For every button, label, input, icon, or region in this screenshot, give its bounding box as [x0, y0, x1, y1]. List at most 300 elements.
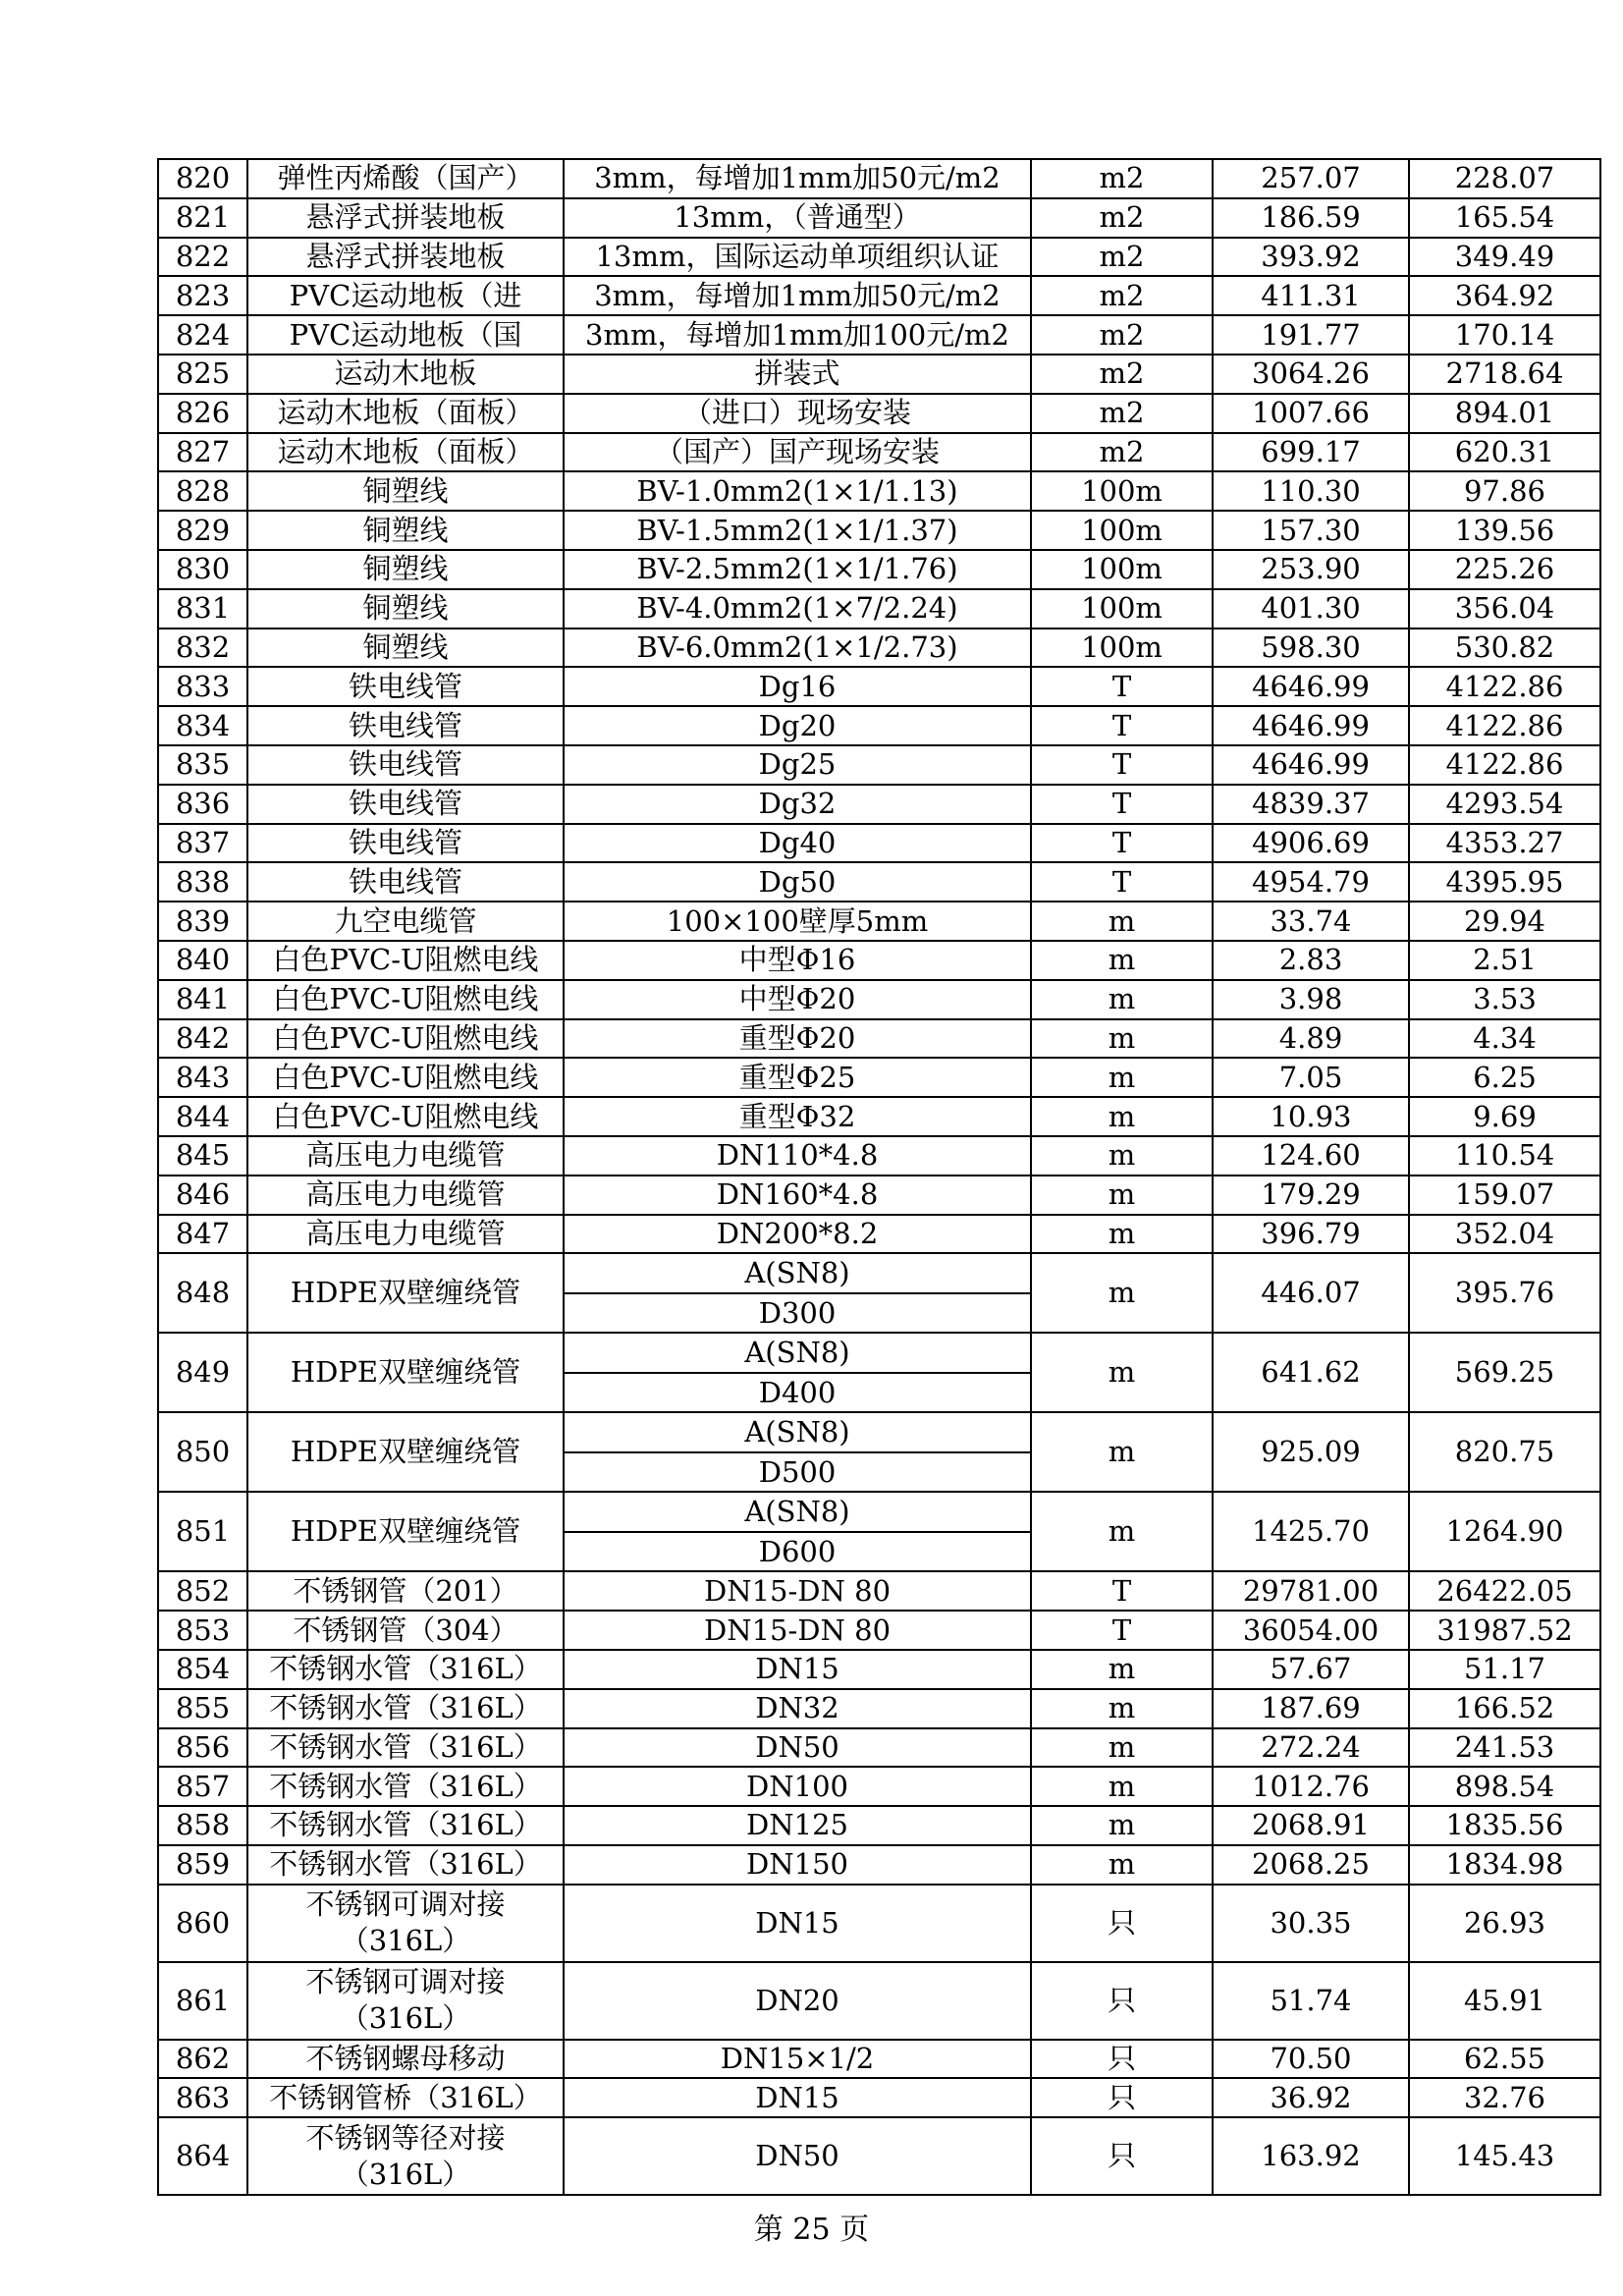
item-price-1: 57.67: [1213, 1650, 1409, 1689]
item-price-2: 349.49: [1409, 238, 1600, 277]
item-spec: 3mm，每增加1mm加50元/m2: [564, 159, 1031, 198]
item-name: 铁电线管: [247, 824, 564, 863]
item-number: 856: [158, 1728, 247, 1768]
item-price-2: 4395.95: [1409, 862, 1600, 902]
item-number: 821: [158, 198, 247, 238]
table-row: [158, 1136, 1600, 1175]
item-name: 铁电线管: [247, 862, 564, 902]
item-unit: m: [1031, 1058, 1213, 1097]
item-unit: 只: [1031, 1962, 1213, 2040]
item-price-2: 45.91: [1409, 1962, 1600, 2040]
item-price-1: 3064.26: [1213, 355, 1409, 394]
item-price-2: 159.07: [1409, 1175, 1600, 1215]
item-price-2: 26422.05: [1409, 1571, 1600, 1611]
item-price-2: 166.52: [1409, 1689, 1600, 1728]
item-price-1: 4839.37: [1213, 785, 1409, 824]
item-name: 不锈钢管（201）: [247, 1571, 564, 1611]
item-name: 白色PVC-U阻燃电线: [247, 980, 564, 1019]
item-price-1: 925.09: [1213, 1412, 1409, 1492]
item-price-1: 4906.69: [1213, 824, 1409, 863]
item-unit: m2: [1031, 394, 1213, 433]
item-unit: m: [1031, 1019, 1213, 1059]
item-name: 白色PVC-U阻燃电线: [247, 1058, 564, 1097]
item-name: 白色PVC-U阻燃电线: [247, 1019, 564, 1059]
table-row: [158, 1845, 1600, 1885]
item-name: 不锈钢可调对接（316L）: [247, 1962, 564, 2040]
item-spec: [564, 1253, 1031, 1333]
item-spec: DN200*8.2: [564, 1215, 1031, 1254]
item-number: 858: [158, 1806, 247, 1845]
item-unit: m2: [1031, 159, 1213, 198]
item-unit: m: [1031, 1650, 1213, 1689]
table-row: [158, 1058, 1600, 1097]
table-row: [158, 355, 1600, 394]
item-unit: T: [1031, 745, 1213, 785]
item-number: 857: [158, 1767, 247, 1806]
item-price-1: 4954.79: [1213, 862, 1409, 902]
item-name: 运动木地板: [247, 355, 564, 394]
table-row: [158, 159, 1600, 198]
item-number: 844: [158, 1097, 247, 1136]
item-number: 842: [158, 1019, 247, 1059]
item-spec: DN15: [564, 1650, 1031, 1689]
item-number: 861: [158, 1962, 247, 2040]
item-price-2: 364.92: [1409, 276, 1600, 315]
table-row: [158, 824, 1600, 863]
item-unit: m: [1031, 1175, 1213, 1215]
item-price-2: 32.76: [1409, 2078, 1600, 2117]
item-spec: 重型Φ32: [564, 1097, 1031, 1136]
item-price-2: 29.94: [1409, 902, 1600, 941]
item-spec: DN50: [564, 1728, 1031, 1768]
item-spec: 13mm，国际运动单项组织认证: [564, 238, 1031, 277]
item-unit: T: [1031, 1571, 1213, 1611]
item-unit: 100m: [1031, 511, 1213, 550]
item-number: 859: [158, 1845, 247, 1885]
item-price-2: 225.26: [1409, 550, 1600, 589]
item-spec: BV-2.5mm2(1×1/1.76): [564, 550, 1031, 589]
item-spec: Dg50: [564, 862, 1031, 902]
table-row: [158, 1611, 1600, 1650]
item-price-2: 145.43: [1409, 2117, 1600, 2195]
item-price-1: 2068.25: [1213, 1845, 1409, 1885]
item-spec: BV-4.0mm2(1×7/2.24): [564, 589, 1031, 629]
item-price-2: 51.17: [1409, 1650, 1600, 1689]
item-price-1: 253.90: [1213, 550, 1409, 589]
item-name: 高压电力电缆管: [247, 1136, 564, 1175]
item-price-2: 1835.56: [1409, 1806, 1600, 1845]
item-number: 854: [158, 1650, 247, 1689]
item-price-1: 4646.99: [1213, 667, 1409, 706]
item-number: 827: [158, 433, 247, 472]
item-price-2: 530.82: [1409, 629, 1600, 668]
item-unit: T: [1031, 667, 1213, 706]
item-price-2: 4122.86: [1409, 667, 1600, 706]
item-number: 853: [158, 1611, 247, 1650]
item-number: 838: [158, 862, 247, 902]
item-name: 不锈钢管桥（316L）: [247, 2078, 564, 2117]
item-unit: m: [1031, 980, 1213, 1019]
table-row: [158, 198, 1600, 238]
item-number: 841: [158, 980, 247, 1019]
table-row: [158, 667, 1600, 706]
item-price-2: 62.55: [1409, 2040, 1600, 2079]
item-name: 铜塑线: [247, 629, 564, 668]
item-spec: Dg16: [564, 667, 1031, 706]
item-unit: 100m: [1031, 550, 1213, 589]
item-price-1: 187.69: [1213, 1689, 1409, 1728]
table-row: [158, 471, 1600, 511]
item-number: 850: [158, 1412, 247, 1492]
item-price-1: 163.92: [1213, 2117, 1409, 2195]
item-price-1: 257.07: [1213, 159, 1409, 198]
item-spec: 中型Φ20: [564, 980, 1031, 1019]
item-spec: DN100: [564, 1767, 1031, 1806]
item-price-1: 393.92: [1213, 238, 1409, 277]
table-row: [158, 1215, 1600, 1254]
item-name: 白色PVC-U阻燃电线: [247, 941, 564, 980]
item-spec-grade: A(SN8): [565, 1334, 1030, 1374]
item-name: 运动木地板（面板）: [247, 394, 564, 433]
item-name: 不锈钢等径对接（316L）: [247, 2117, 564, 2195]
item-name: 悬浮式拼装地板: [247, 198, 564, 238]
table-row: [158, 1175, 1600, 1215]
item-spec-grade: A(SN8): [565, 1493, 1030, 1533]
page-number: 第 25 页: [753, 2213, 870, 2247]
item-unit: m: [1031, 1767, 1213, 1806]
item-spec: DN15-DN 80: [564, 1571, 1031, 1611]
item-price-2: 620.31: [1409, 433, 1600, 472]
item-price-1: 2.83: [1213, 941, 1409, 980]
item-unit: m: [1031, 1845, 1213, 1885]
table-row: [158, 941, 1600, 980]
item-number: 831: [158, 589, 247, 629]
item-number: 847: [158, 1215, 247, 1254]
table-row: [158, 1253, 1600, 1333]
item-number: 832: [158, 629, 247, 668]
item-unit: 100m: [1031, 471, 1213, 511]
item-spec: DN15: [564, 1885, 1031, 1962]
table-row: [158, 629, 1600, 668]
item-spec-grade: A(SN8): [565, 1254, 1030, 1294]
item-name: 铁电线管: [247, 667, 564, 706]
item-price-1: 1007.66: [1213, 394, 1409, 433]
item-number: 862: [158, 2040, 247, 2079]
item-unit: m2: [1031, 355, 1213, 394]
item-number: 825: [158, 355, 247, 394]
item-name: 不锈钢水管（316L）: [247, 1689, 564, 1728]
item-price-2: 139.56: [1409, 511, 1600, 550]
item-spec: Dg25: [564, 745, 1031, 785]
table-row: [158, 238, 1600, 277]
item-price-2: 165.54: [1409, 198, 1600, 238]
item-price-1: 186.59: [1213, 198, 1409, 238]
item-number: 828: [158, 471, 247, 511]
item-spec: DN32: [564, 1689, 1031, 1728]
item-name: 铁电线管: [247, 706, 564, 745]
item-unit: m2: [1031, 315, 1213, 355]
item-spec: DN15×1/2: [564, 2040, 1031, 2079]
item-number: 822: [158, 238, 247, 277]
item-unit: m: [1031, 1806, 1213, 1845]
table-row: [158, 1412, 1600, 1492]
item-price-1: 7.05: [1213, 1058, 1409, 1097]
item-unit: 100m: [1031, 629, 1213, 668]
item-unit: m: [1031, 1492, 1213, 1571]
item-number: 829: [158, 511, 247, 550]
item-number: 849: [158, 1333, 247, 1412]
item-unit: T: [1031, 785, 1213, 824]
item-name: HDPE双壁缠绕管: [247, 1253, 564, 1333]
item-unit: m: [1031, 1097, 1213, 1136]
item-number: 851: [158, 1492, 247, 1571]
item-spec: 拼装式: [564, 355, 1031, 394]
item-unit: m: [1031, 1333, 1213, 1412]
item-spec: 3mm，每增加1mm加100元/m2: [564, 315, 1031, 355]
item-name: 不锈钢水管（316L）: [247, 1650, 564, 1689]
price-table: [157, 158, 1601, 2196]
item-name: 不锈钢可调对接（316L）: [247, 1885, 564, 1962]
item-unit: 100m: [1031, 589, 1213, 629]
item-price-2: 356.04: [1409, 589, 1600, 629]
item-price-2: 4122.86: [1409, 745, 1600, 785]
item-name: 铜塑线: [247, 550, 564, 589]
item-price-2: 395.76: [1409, 1253, 1600, 1333]
item-price-2: 4122.86: [1409, 706, 1600, 745]
table-row: [158, 2078, 1600, 2117]
table-row: [158, 1806, 1600, 1845]
item-spec: 100×100壁厚5mm: [564, 902, 1031, 941]
item-number: 837: [158, 824, 247, 863]
item-number: 852: [158, 1571, 247, 1611]
table-row: [158, 2117, 1600, 2195]
item-unit: m: [1031, 1253, 1213, 1333]
item-price-1: 396.79: [1213, 1215, 1409, 1254]
table-row: [158, 1333, 1600, 1412]
item-name: PVC运动地板（国: [247, 315, 564, 355]
item-unit: m: [1031, 1689, 1213, 1728]
item-spec-size: D600: [758, 1534, 837, 1568]
item-number: 863: [158, 2078, 247, 2117]
item-name: 不锈钢水管（316L）: [247, 1806, 564, 1845]
item-spec: DN110*4.8: [564, 1136, 1031, 1175]
item-price-1: 36.92: [1213, 2078, 1409, 2117]
item-unit: T: [1031, 824, 1213, 863]
item-price-1: 33.74: [1213, 902, 1409, 941]
item-unit: 只: [1031, 1885, 1213, 1962]
item-name: 九空电缆管: [247, 902, 564, 941]
item-unit: m: [1031, 1728, 1213, 1768]
item-price-1: 191.77: [1213, 315, 1409, 355]
item-unit: 只: [1031, 2040, 1213, 2079]
item-unit: m: [1031, 941, 1213, 980]
item-unit: T: [1031, 862, 1213, 902]
item-number: 855: [158, 1689, 247, 1728]
item-unit: m2: [1031, 238, 1213, 277]
item-price-1: 401.30: [1213, 589, 1409, 629]
item-price-1: 1012.76: [1213, 1767, 1409, 1806]
item-unit: m2: [1031, 276, 1213, 315]
item-price-2: 894.01: [1409, 394, 1600, 433]
item-spec: BV-6.0mm2(1×1/2.73): [564, 629, 1031, 668]
item-price-1: 699.17: [1213, 433, 1409, 472]
item-spec: BV-1.5mm2(1×1/1.37): [564, 511, 1031, 550]
item-number: 820: [158, 159, 247, 198]
item-price-1: 4646.99: [1213, 706, 1409, 745]
item-unit: m2: [1031, 433, 1213, 472]
item-spec: [564, 1492, 1031, 1571]
table-row: [158, 589, 1600, 629]
item-spec: 中型Φ16: [564, 941, 1031, 980]
item-number: 846: [158, 1175, 247, 1215]
table-row: [158, 706, 1600, 745]
item-price-2: 170.14: [1409, 315, 1600, 355]
item-spec: DN160*4.8: [564, 1175, 1031, 1215]
item-name: 不锈钢管（304）: [247, 1611, 564, 1650]
item-price-2: 110.54: [1409, 1136, 1600, 1175]
item-name: HDPE双壁缠绕管: [247, 1333, 564, 1412]
item-spec: （进口）现场安装: [564, 394, 1031, 433]
item-number: 835: [158, 745, 247, 785]
item-price-1: 110.30: [1213, 471, 1409, 511]
table-row: [158, 315, 1600, 355]
table-row: [158, 1962, 1600, 2040]
item-spec-grade: A(SN8): [565, 1413, 1030, 1453]
item-name: HDPE双壁缠绕管: [247, 1412, 564, 1492]
item-price-2: 2.51: [1409, 941, 1600, 980]
item-unit: T: [1031, 706, 1213, 745]
item-spec: DN15-DN 80: [564, 1611, 1031, 1650]
table-row: [158, 1097, 1600, 1136]
item-price-1: 598.30: [1213, 629, 1409, 668]
item-price-1: 29781.00: [1213, 1571, 1409, 1611]
item-price-1: 2068.91: [1213, 1806, 1409, 1845]
item-price-2: 569.25: [1409, 1333, 1600, 1412]
item-price-1: 4.89: [1213, 1019, 1409, 1059]
item-spec: BV-1.0mm2(1×1/1.13): [564, 471, 1031, 511]
item-name: 铁电线管: [247, 745, 564, 785]
item-price-2: 241.53: [1409, 1728, 1600, 1768]
item-price-2: 1264.90: [1409, 1492, 1600, 1571]
item-spec: Dg40: [564, 824, 1031, 863]
item-number: 860: [158, 1885, 247, 1962]
item-spec: DN125: [564, 1806, 1031, 1845]
table-row: [158, 1885, 1600, 1962]
item-number: 834: [158, 706, 247, 745]
item-name: 白色PVC-U阻燃电线: [247, 1097, 564, 1136]
item-spec: DN150: [564, 1845, 1031, 1885]
item-price-1: 446.07: [1213, 1253, 1409, 1333]
item-unit: m: [1031, 1136, 1213, 1175]
item-spec: DN20: [564, 1962, 1031, 2040]
item-spec: [564, 1412, 1031, 1492]
item-price-1: 124.60: [1213, 1136, 1409, 1175]
item-name: HDPE双壁缠绕管: [247, 1492, 564, 1571]
item-name: 不锈钢螺母移动: [247, 2040, 564, 2079]
table-row: [158, 1689, 1600, 1728]
table-row: [158, 511, 1600, 550]
table-row: [158, 1492, 1600, 1571]
item-spec: 重型Φ20: [564, 1019, 1031, 1059]
item-price-2: 9.69: [1409, 1097, 1600, 1136]
item-price-1: 51.74: [1213, 1962, 1409, 2040]
item-number: 824: [158, 315, 247, 355]
table-row: [158, 276, 1600, 315]
item-price-1: 179.29: [1213, 1175, 1409, 1215]
item-name: 铜塑线: [247, 511, 564, 550]
table-row: [158, 902, 1600, 941]
item-unit: 只: [1031, 2078, 1213, 2117]
item-price-2: 6.25: [1409, 1058, 1600, 1097]
item-price-2: 31987.52: [1409, 1611, 1600, 1650]
table-body: [158, 159, 1600, 2195]
table-row: [158, 2040, 1600, 2079]
item-spec: DN15: [564, 2078, 1031, 2117]
item-price-2: 898.54: [1409, 1767, 1600, 1806]
item-number: 839: [158, 902, 247, 941]
item-price-1: 36054.00: [1213, 1611, 1409, 1650]
item-spec: Dg20: [564, 706, 1031, 745]
item-price-2: 26.93: [1409, 1885, 1600, 1962]
item-spec-size: D400: [758, 1375, 837, 1409]
item-number: 848: [158, 1253, 247, 1333]
table-row: [158, 1571, 1600, 1611]
table-row: [158, 1728, 1600, 1768]
item-price-1: 70.50: [1213, 2040, 1409, 2079]
table-row: [158, 550, 1600, 589]
item-number: 823: [158, 276, 247, 315]
item-price-2: 97.86: [1409, 471, 1600, 511]
table-row: [158, 1767, 1600, 1806]
item-spec: （国产）国产现场安装: [564, 433, 1031, 472]
item-spec: [564, 1333, 1031, 1412]
item-spec: 13mm，（普通型）: [564, 198, 1031, 238]
item-name: 铁电线管: [247, 785, 564, 824]
item-price-2: 1834.98: [1409, 1845, 1600, 1885]
item-price-2: 4353.27: [1409, 824, 1600, 863]
item-price-2: 4.34: [1409, 1019, 1600, 1059]
item-number: 845: [158, 1136, 247, 1175]
item-name: 悬浮式拼装地板: [247, 238, 564, 277]
item-price-2: 4293.54: [1409, 785, 1600, 824]
item-spec: 重型Φ25: [564, 1058, 1031, 1097]
table-row: [158, 1650, 1600, 1689]
item-unit: T: [1031, 1611, 1213, 1650]
item-name: 铜塑线: [247, 471, 564, 511]
item-unit: 只: [1031, 2117, 1213, 2195]
table-row: [158, 433, 1600, 472]
item-name: 铜塑线: [247, 589, 564, 629]
item-price-2: 3.53: [1409, 980, 1600, 1019]
table-row: [158, 394, 1600, 433]
item-price-1: 641.62: [1213, 1333, 1409, 1412]
item-price-1: 411.31: [1213, 276, 1409, 315]
item-price-1: 3.98: [1213, 980, 1409, 1019]
item-unit: m: [1031, 1412, 1213, 1492]
item-spec: 3mm，每增加1mm加50元/m2: [564, 276, 1031, 315]
item-number: 830: [158, 550, 247, 589]
item-spec: DN50: [564, 2117, 1031, 2195]
item-price-1: 157.30: [1213, 511, 1409, 550]
item-spec: Dg32: [564, 785, 1031, 824]
item-price-2: 2718.64: [1409, 355, 1600, 394]
item-price-1: 272.24: [1213, 1728, 1409, 1768]
table-row: [158, 785, 1600, 824]
item-name: 不锈钢水管（316L）: [247, 1767, 564, 1806]
item-price-2: 228.07: [1409, 159, 1600, 198]
item-price-1: 4646.99: [1213, 745, 1409, 785]
item-unit: m: [1031, 1215, 1213, 1254]
